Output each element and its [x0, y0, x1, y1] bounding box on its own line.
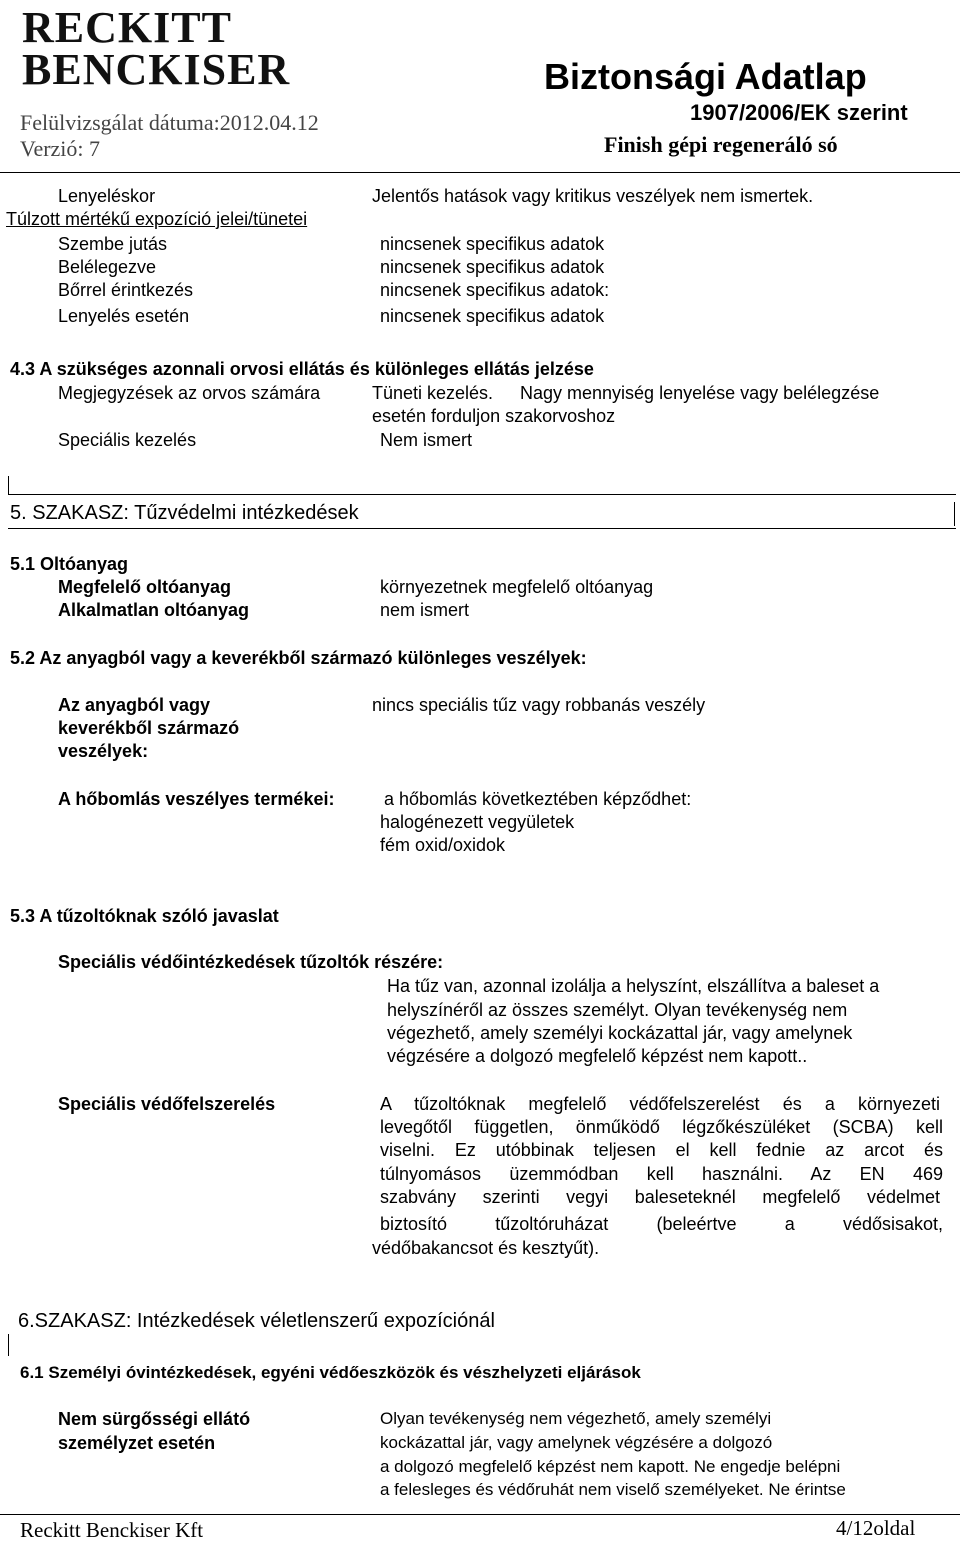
symptom-label-inhalation: Belélegezve: [58, 257, 157, 277]
doctor-notes-label: Megjegyzések az orvos számára: [58, 383, 321, 403]
protective-equipment-line-3: viselni. Ez utóbbinak teljesen el kell fednie az arcot és: [380, 1140, 943, 1160]
section-5-top-border: [8, 494, 956, 495]
doctor-notes-value-3: esetén forduljon szakorvoshoz: [372, 406, 616, 426]
unsuitable-media-value: nem ismert: [380, 600, 470, 620]
decomposition-value-2: halogénezett vegyületek: [380, 812, 575, 832]
footer-company: Reckitt Benckiser Kft: [20, 1518, 204, 1542]
symptom-value-eye: nincsenek specifikus adatok: [380, 234, 605, 254]
logo-text-line2: BENCKISER: [22, 45, 291, 94]
protective-actions-line-2: helyszínéről az összes személyt. Olyan tevékenység nem: [387, 1000, 848, 1020]
protective-actions-label: Speciális védőintézkedések tűzoltók részére:: [58, 952, 444, 972]
doctor-notes-value-2: Nagy mennyiség lenyelése vagy belélegzése: [520, 383, 880, 403]
nonemergency-line-4: a felesleges és védőruhát nem viselő személyeket. Ne érintse: [380, 1480, 846, 1499]
logo-text-line1: RECKITT: [22, 3, 232, 52]
protective-equipment-line-6: biztosító tűzoltóruházat (beleértve a védősisakot,: [380, 1214, 943, 1234]
nonemergency-line-3: a dolgozó megfelelő képzést nem kapott. Ne engedje belépni: [380, 1457, 841, 1476]
hazards-value: nincs speciális tűz vagy robbanás veszély: [372, 695, 706, 715]
footer-divider: [0, 1514, 960, 1515]
section-6-1-heading: 6.1 Személyi óvintézkedések, egyéni védőeszközök és vészhelyzeti eljárások: [20, 1363, 641, 1382]
special-treatment-label: Speciális kezelés: [58, 430, 197, 450]
hazards-label-2: keverékből származó: [58, 718, 240, 738]
product-name: Finish gépi regeneráló só: [604, 132, 838, 157]
section-6-left-border: [8, 1334, 9, 1356]
decomposition-value-3: fém oxid/oxidok: [380, 835, 506, 855]
section-5-heading: 5. SZAKASZ: Tűzvédelmi intézkedések: [10, 502, 359, 524]
section-5-1-heading: 5.1 Oltóanyag: [10, 554, 129, 574]
protective-equipment-line-4: túlnyomásos üzemmódban kell használni. Az EN 469: [380, 1164, 943, 1184]
symptom-label-ingestion: Lenyelés esetén: [58, 306, 190, 326]
protective-equipment-line-7: védőbakancsot és kesztyűt).: [372, 1238, 600, 1258]
protective-equipment-line-1: A tűzoltóknak megfelelő védőfelszerelést és a környezeti: [380, 1094, 940, 1114]
symptom-value-skin: nincsenek specifikus adatok:: [380, 280, 610, 300]
section-5-right-border: [954, 502, 955, 526]
section-box-tick-left: [8, 476, 9, 494]
decomposition-value-1: a hőbomlás következtében képződhet:: [384, 789, 692, 809]
symptom-label-skin: Bőrrel érintkezés: [58, 280, 194, 300]
suitable-media-value: környezetnek megfelelő oltóanyag: [380, 577, 654, 597]
ingestion-label: Lenyeléskor: [58, 186, 156, 206]
protective-actions-line-4: végzésére a dolgozó megfelelő képzést nem kapott..: [387, 1046, 808, 1066]
section-4-3-heading: 4.3 A szükséges azonnali orvosi ellátás és különleges ellátás jelzése: [10, 359, 594, 379]
document-title: Biztonsági Adatlap: [544, 56, 867, 97]
revision-date: Felülvizsgálat dátuma:2012.04.12: [20, 110, 319, 135]
protective-actions-line-3: végezhető, amely személyi kockázattal jár, vagy amelynek: [387, 1023, 853, 1043]
overexposure-heading: Túlzott mértékű expozíció jelei/tünetei: [6, 209, 308, 229]
hazards-label-1: Az anyagból vagy: [58, 695, 211, 715]
nonemergency-line-1: Olyan tevékenység nem végezhető, amely személyi: [380, 1409, 772, 1428]
protective-actions-line-1: Ha tűz van, azonnal izolálja a helyszínt, elszállítva a baleset a: [387, 976, 880, 996]
ingestion-value: Jelentős hatások vagy kritikus veszélyek nem ismertek.: [372, 186, 814, 206]
doctor-notes-value-1: Tüneti kezelés.: [372, 383, 494, 403]
header-divider: [0, 172, 960, 173]
symptom-value-inhalation: nincsenek specifikus adatok: [380, 257, 605, 277]
decomposition-label: A hőbomlás veszélyes termékei:: [58, 789, 335, 809]
footer-page-number: 4/12oldal: [836, 1516, 916, 1540]
symptom-value-ingestion: nincsenek specifikus adatok: [380, 306, 605, 326]
symptom-label-eye: Szembe jutás: [58, 234, 168, 254]
hazards-label-3: veszélyek:: [58, 741, 149, 761]
section-5-3-heading: 5.3 A tűzoltóknak szóló javaslat: [10, 906, 279, 926]
suitable-media-label: Megfelelő oltóanyag: [58, 577, 232, 597]
section-6-heading: 6.SZAKASZ: Intézkedések véletlenszerű expozíciónál: [18, 1310, 495, 1332]
special-treatment-value: Nem ismert: [380, 430, 473, 450]
unsuitable-media-label: Alkalmatlan oltóanyag: [58, 600, 250, 620]
version: Verzió: 7: [20, 136, 101, 161]
section-5-bottom-border: [8, 528, 956, 529]
nonemergency-label-2: személyzet esetén: [58, 1433, 216, 1453]
section-5-2-heading: 5.2 Az anyagból vagy a keverékből származó különleges veszélyek:: [10, 648, 587, 668]
nonemergency-label-1: Nem sürgősségi ellátó: [58, 1409, 251, 1429]
protective-equipment-line-2: levegőtől független, önműködő légzőkészüléket (SCBA) kell: [380, 1117, 943, 1137]
regulation-reference: 1907/2006/EK szerint: [690, 100, 908, 125]
nonemergency-line-2: kockázattal jár, vagy amelynek végzésére a dolgozó: [380, 1433, 773, 1452]
protective-equipment-label: Speciális védőfelszerelés: [58, 1094, 276, 1114]
protective-equipment-line-5: szabvány szerinti vegyi baleseteknél megfelelő védelmet: [380, 1187, 940, 1207]
